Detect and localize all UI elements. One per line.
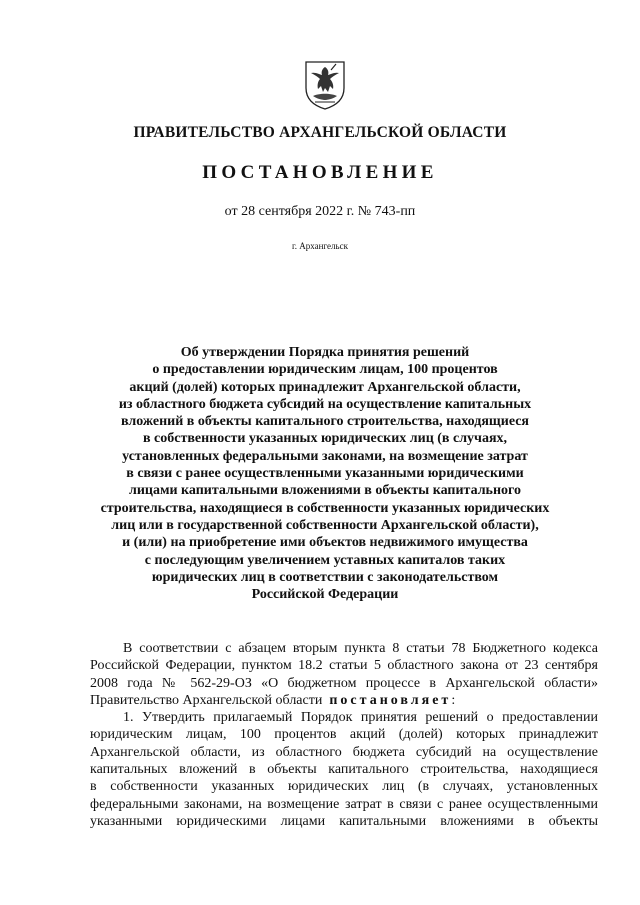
title-line: установленных федеральными законами, на возмещение затрат [122, 448, 528, 464]
body-line: 1. Утвердить прилагаемый Порядок принятия решений о предоставлении [123, 710, 598, 726]
title-line: о предоставлении юридическим лицам, 100 процентов [152, 362, 498, 378]
body-line: в собственности указанных юридических лиц (в случаях, установленных [90, 779, 598, 795]
document-city: г. Архангельск [292, 241, 348, 251]
title-line: в собственности указанных юридических лиц (в случаях, [142, 431, 508, 447]
body-text: Правительство Архангельской области [90, 692, 323, 708]
title-line: и (или) на приобретение ими объектов недвижимого имущества [122, 535, 528, 551]
body-line: 2008 года № 562-29-ОЗ «О бюджетном процессе в Архангельской области» [90, 675, 598, 691]
body-line: В соответствии с абзацем вторым пункта 8 статьи 78 Бюджетного кодекса [123, 641, 598, 656]
body-line: капитальных вложений в объекты капитального строительства, находящиеся [90, 762, 598, 778]
title-line: из областного бюджета субсидий на осуществление капитальных [118, 396, 532, 412]
decree-word: постановляет [329, 692, 452, 708]
body-line: федеральными законами, на возмещение затрат в связи с ранее осуществленными [90, 796, 598, 812]
title-line: вложений в объекты капитального строительства, находящиеся [121, 414, 529, 430]
title-line: Российской Федерации [251, 587, 399, 603]
document-title [60, 344, 590, 603]
title-line: строительства, находящиеся в собственности указанных юридических [100, 500, 550, 516]
document-date-number: от 28 сентября 2022 г. № 743-пп [224, 204, 416, 219]
title-line: лицами капитальными вложениями в объекты капитального [128, 483, 522, 499]
decree-colon: : [451, 692, 456, 708]
body-line: Российской Федерации, пунктом 18.2 статьи 5 областного закона от 23 сентября [90, 658, 598, 674]
title-line: лиц или в государственной собственности Архангельской области), [111, 517, 539, 533]
body-line-decree [90, 692, 598, 709]
document-body [90, 640, 598, 830]
title-line: с последующим увеличением уставных капиталов таких [144, 552, 506, 568]
title-line: Об утверждении Порядка принятия решений [180, 345, 470, 360]
document-type-heading: ПОСТАНОВЛЕНИЕ [202, 162, 438, 183]
title-line: акций (долей) которых принадлежит Архангельской области, [129, 379, 521, 395]
organization-heading: ПРАВИТЕЛЬСТВО АРХАНГЕЛЬСКОЙ ОБЛАСТИ [133, 124, 507, 141]
title-line: юридических лиц в соответствии с законодательством [151, 569, 499, 585]
body-line: юридическим лицам, 100 процентов акций (долей) которых принадлежит [90, 727, 598, 743]
body-line: Архангельской области, из областного бюджета субсидий на осуществление [90, 744, 598, 760]
coat-of-arms-icon [303, 58, 347, 110]
body-line: указанными юридическими лицами капитальными вложениями в объекты [90, 813, 598, 829]
title-line: в связи с ранее осуществленными указанными юридическими [126, 466, 524, 482]
